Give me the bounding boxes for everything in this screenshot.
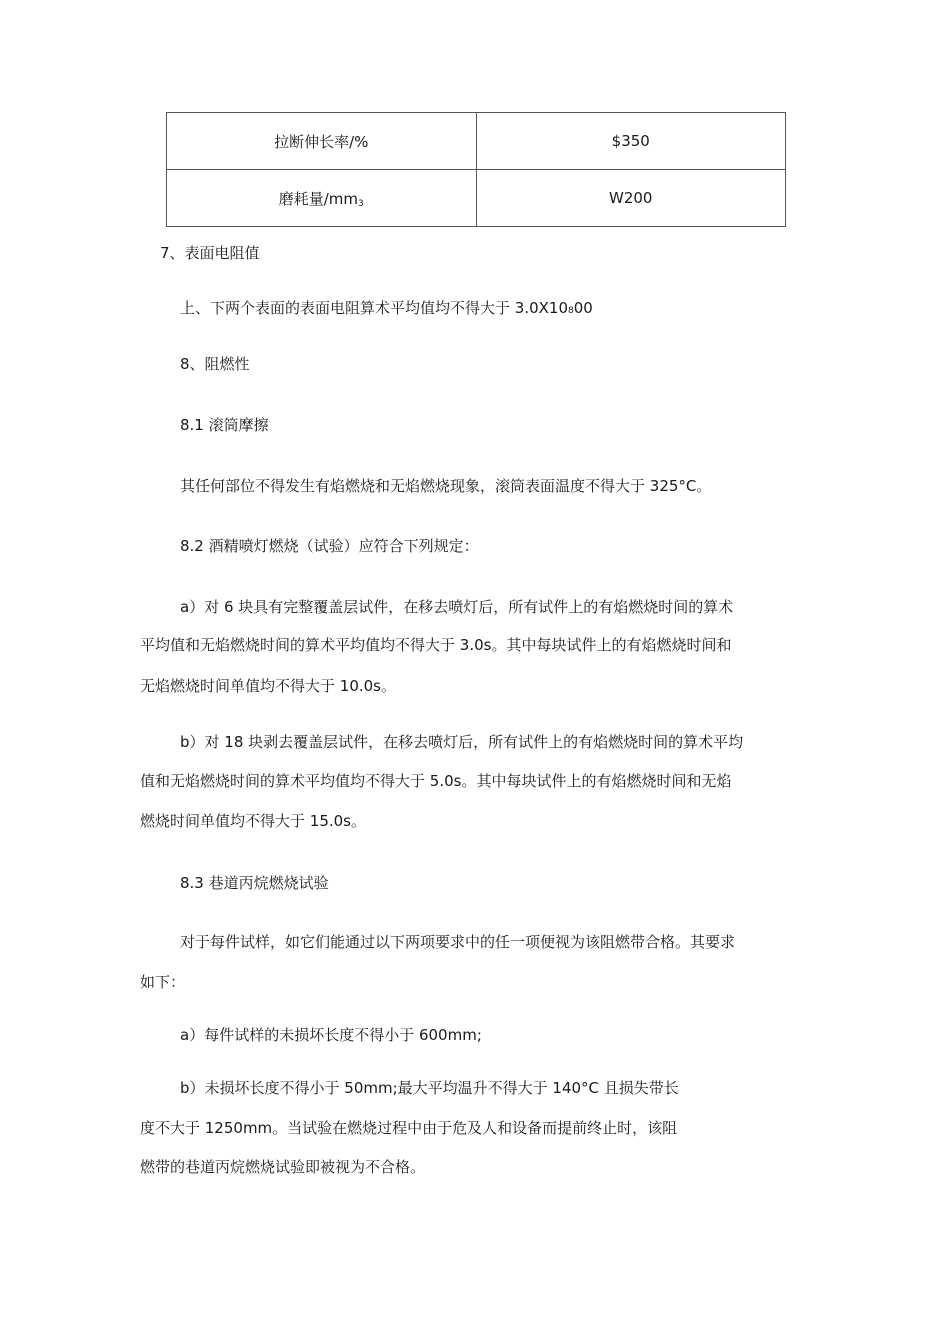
section-7-text bbox=[180, 297, 593, 322]
s7-text-exponent: 8 bbox=[568, 306, 574, 316]
section-8-2-b-line1: b）对 18 块剥去覆盖层试件，在移去喷灯后，所有试件上的有焰燃烧时间的算术平均 bbox=[180, 733, 744, 751]
table-cell-value bbox=[476, 170, 786, 227]
table-row bbox=[167, 170, 786, 227]
section-8-2-a-line3: 无焰燃烧时间单值均不得大于 10.0s。 bbox=[140, 677, 396, 695]
elongation-value: $350 bbox=[611, 132, 650, 150]
section-8-1-text: 其任何部位不得发生有焰燃烧和无焰燃烧现象，滚筒表面温度不得大于 325°C。 bbox=[180, 477, 712, 495]
table-cell-property bbox=[167, 113, 477, 170]
spec-table bbox=[166, 112, 786, 227]
abrasion-label: 磨耗量/mm bbox=[278, 189, 359, 208]
table-cell-value bbox=[476, 113, 786, 170]
section-8-2-b-line2: 值和无焰燃烧时间的算术平均值均不得大于 5.0s。其中每块试件上的有焰燃烧时间和无焰 bbox=[140, 772, 732, 790]
section-8-heading: 8、阻燃性 bbox=[180, 355, 250, 373]
section-8-3-b-line1: b）未损坏长度不得小于 50mm;最大平均温升不得大于 140°C 且损失带长 bbox=[180, 1079, 679, 1097]
table-row bbox=[167, 113, 786, 170]
section-8-1-heading: 8.1 滚筒摩擦 bbox=[180, 416, 269, 434]
s7-text-main: 上、下两个表面的表面电阻算术平均值均不得大于 3.0X10 bbox=[180, 299, 568, 317]
s7-text-tail: 00 bbox=[573, 299, 593, 317]
section-8-2-heading: 8.2 酒精喷灯燃烧（试验）应符合下列规定： bbox=[180, 537, 479, 555]
section-8-2-a-line1: a）对 6 块具有完整覆盖层试件，在移去喷灯后，所有试件上的有焰燃烧时间的算术 bbox=[180, 598, 734, 616]
section-8-2-a-line2: 平均值和无焰燃烧时间的算术平均值均不得大于 3.0s。其中每块试件上的有焰燃烧时间和 bbox=[140, 636, 732, 654]
abrasion-value: W200 bbox=[609, 189, 653, 207]
table-cell-property bbox=[167, 170, 477, 227]
abrasion-unit-sub: 3 bbox=[358, 198, 364, 209]
section-7-heading: 7、表面电阻值 bbox=[160, 244, 260, 262]
section-8-2-b-line3: 燃烧时间单值均不得大于 15.0s。 bbox=[140, 812, 366, 830]
section-8-3-b-line3: 燃带的巷道丙烷燃烧试验即被视为不合格。 bbox=[140, 1158, 426, 1176]
section-8-3-intro-line1: 对于每件试样，如它们能通过以下两项要求中的任一项便视为该阻燃带合格。其要求 bbox=[180, 933, 736, 951]
section-8-3-intro-line2: 如下： bbox=[140, 973, 186, 991]
section-8-3-b-line2: 度不大于 1250mm。当试验在燃烧过程中由于危及人和设备而提前终止时，该阻 bbox=[140, 1119, 678, 1137]
elongation-label: 拉断伸长率/% bbox=[274, 132, 369, 151]
section-8-3-heading: 8.3 巷道丙烷燃烧试验 bbox=[180, 874, 329, 892]
section-8-3-a: a）每件试样的未损坏长度不得小于 600mm; bbox=[180, 1026, 482, 1044]
